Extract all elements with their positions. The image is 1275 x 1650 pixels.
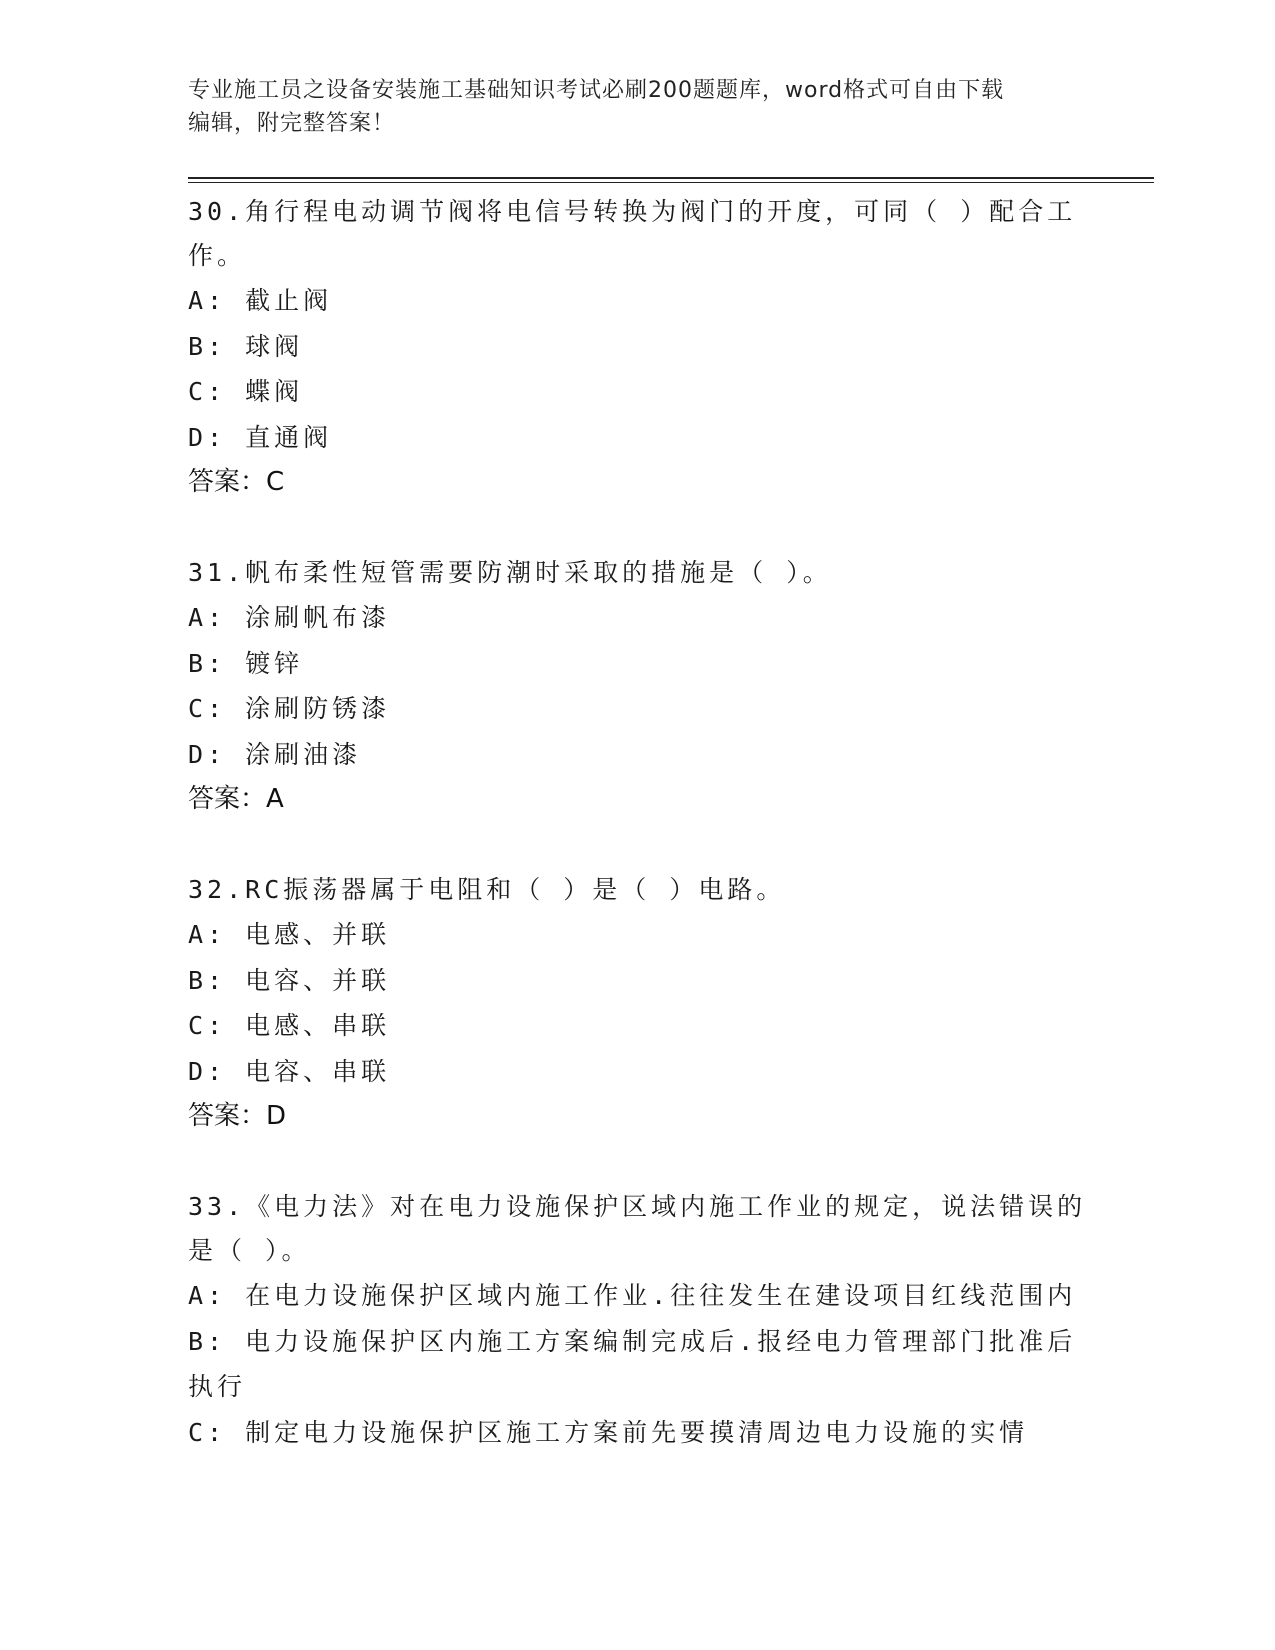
option-b: [188, 324, 1088, 370]
option-key: D:: [188, 739, 227, 769]
answer-value: A: [266, 784, 284, 814]
option-key: C:: [188, 377, 227, 406]
question-stem-line: 《电力法》对在电力设施保护区域内施工作业的规定，说法错误的: [245, 1192, 1087, 1221]
header-line-2: 编辑，附完整答案！: [188, 111, 396, 136]
option-key: C:: [188, 694, 227, 723]
question-stem-line: 帆布柔性短管需要防潮时采取的措施是（ ）。: [245, 558, 832, 587]
option-text: 电感、并联: [245, 920, 391, 949]
answer-value: C: [266, 467, 285, 497]
question-31: [188, 551, 1088, 822]
option-text: 制定电力设施保护区施工方案前先要摸清周边电力设施的实情: [245, 1417, 1029, 1447]
question-number: 33.: [188, 1192, 246, 1221]
option-key: B:: [188, 965, 227, 995]
question-stem: [188, 190, 1088, 234]
option-d: [188, 415, 1088, 461]
question-stem-line: 作。: [188, 241, 247, 270]
question-33: [188, 1185, 1088, 1455]
option-text: 涂刷防锈漆: [245, 694, 391, 723]
question-number: 30.: [188, 197, 246, 226]
question-30: [188, 190, 1088, 505]
option-text: 电容、串联: [245, 1056, 391, 1086]
answer-value: D: [266, 1101, 287, 1131]
question-number: 32.: [188, 875, 246, 904]
option-text: 截止阀: [245, 286, 333, 315]
option-text: 涂刷帆布漆: [245, 603, 391, 632]
option-d: [188, 1049, 1088, 1095]
option-key: D:: [188, 1056, 227, 1086]
option-b-continuation: 执行: [188, 1372, 247, 1401]
question-list: [188, 190, 1088, 1501]
option-text: 球阀: [245, 331, 304, 361]
option-key: A:: [188, 286, 227, 315]
header-divider-thick: [188, 177, 1154, 179]
option-a: [188, 595, 1088, 641]
answer-label: 答案：: [188, 784, 267, 814]
option-b: [188, 1319, 1088, 1365]
header-line-1: 专业施工员之设备安装施工基础知识考试必刷200题题库，word格式可自由下载: [188, 78, 1005, 103]
answer-label: 答案：: [188, 467, 267, 497]
question-stem-line: 角行程电动调节阀将电信号转换为阀门的开度，可同（ ）配合工: [245, 197, 1077, 226]
option-b: [188, 641, 1088, 687]
option-text: 电容、并联: [245, 965, 391, 995]
option-c: [188, 1003, 1088, 1049]
question-stem-line: 是（ ）。: [188, 1236, 311, 1265]
question-stem: [188, 1185, 1088, 1229]
option-text: 涂刷油漆: [245, 739, 362, 769]
answer-line: [188, 1094, 1088, 1139]
option-c: [188, 369, 1088, 415]
question-number: 31.: [188, 558, 246, 587]
option-text: 电感、串联: [245, 1011, 391, 1040]
question-stem: [188, 551, 1088, 595]
option-key: A:: [188, 1281, 227, 1310]
question-32: [188, 868, 1088, 1139]
option-key: B:: [188, 331, 227, 361]
document-header: [188, 74, 1068, 140]
option-c: [188, 686, 1088, 732]
option-key: A:: [188, 920, 227, 949]
answer-line: [188, 460, 1088, 505]
option-text: 蝶阀: [245, 377, 304, 406]
option-key: D:: [188, 422, 227, 452]
option-b: [188, 958, 1088, 1004]
option-text: 在电力设施保护区域内施工作业.往往发生在建设项目红线范围内: [245, 1281, 1077, 1310]
option-text: 电力设施保护区内施工方案编制完成后.报经电力管理部门批准后: [245, 1326, 1077, 1356]
question-stem: [188, 868, 1088, 912]
question-stem-line: RC振荡器属于电阻和（ ）是（ ）电路。: [245, 875, 786, 904]
option-text: 直通阀: [245, 422, 333, 452]
answer-line: [188, 777, 1088, 822]
option-d: [188, 732, 1088, 778]
option-key: B:: [188, 1326, 227, 1356]
option-c: [188, 1410, 1088, 1456]
option-a: [188, 1273, 1088, 1319]
option-text: 镀锌: [245, 648, 304, 678]
answer-label: 答案：: [188, 1101, 267, 1131]
option-key: B:: [188, 648, 227, 678]
option-key: C:: [188, 1011, 227, 1040]
option-a: [188, 278, 1088, 324]
option-a: [188, 912, 1088, 958]
option-key: A:: [188, 603, 227, 632]
header-divider-thin: [188, 182, 1154, 183]
option-key: C:: [188, 1417, 227, 1447]
